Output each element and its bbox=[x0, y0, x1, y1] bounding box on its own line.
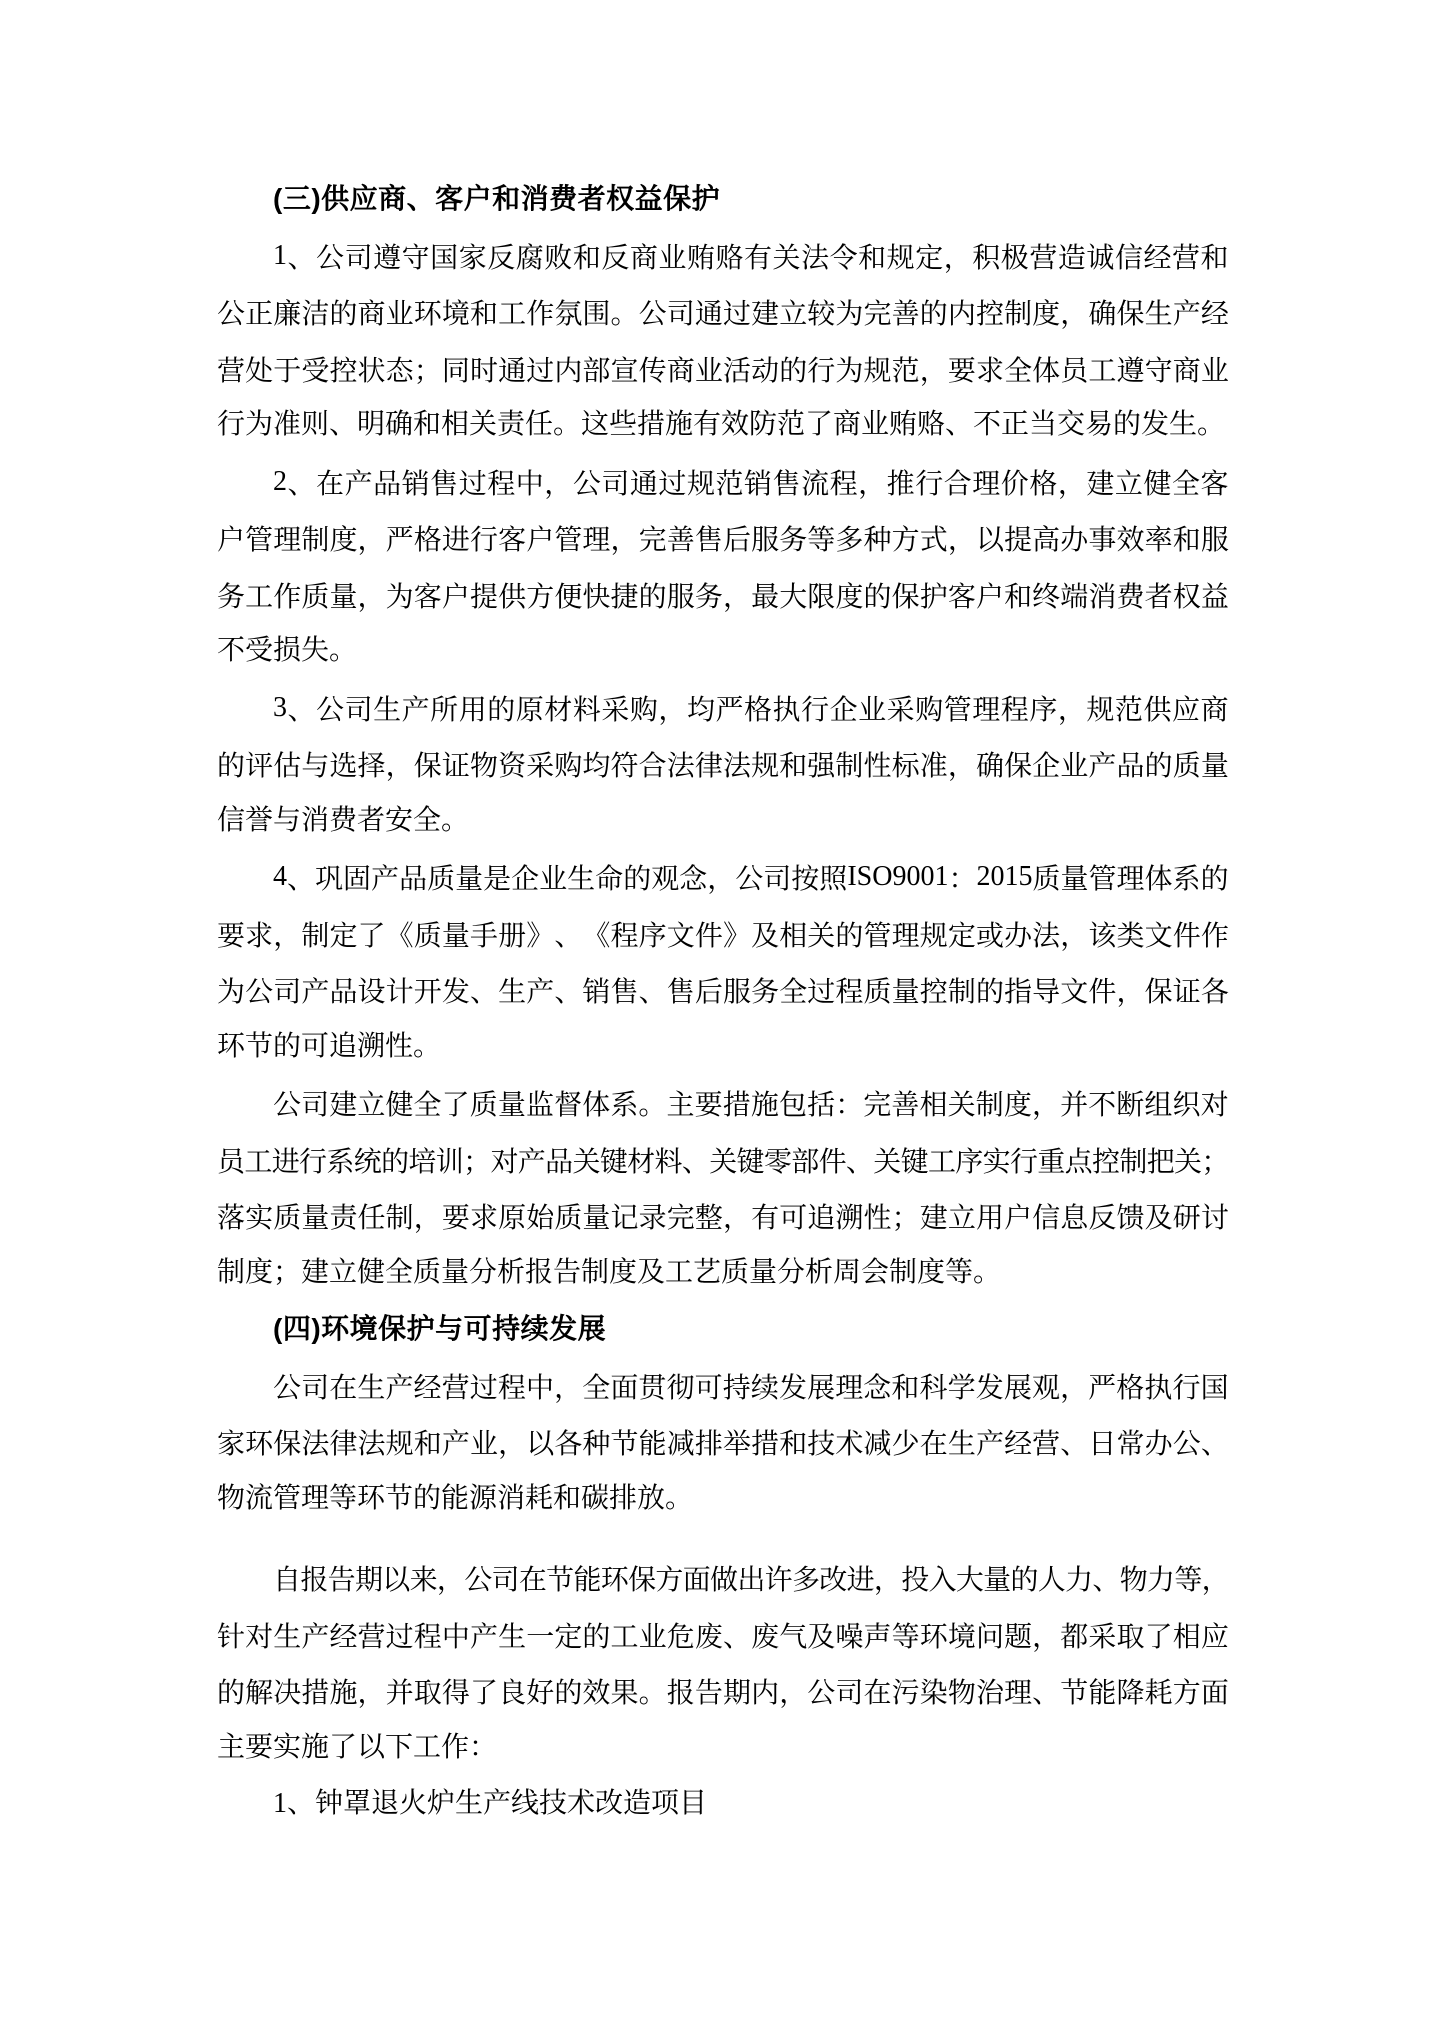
section-heading: (三)供应商、客户和消费者权益保护 bbox=[273, 183, 721, 214]
text-line: 公 司 在 生 产 经 营 过 程 中 ， 全 面 贯 彻 可 持 续 发 展 理 念 和 科 学 发 展 观 ， 严 格 执 行 国 bbox=[273, 1372, 1229, 1404]
heading-section bbox=[217, 1301, 1229, 1358]
paragraph bbox=[217, 849, 1229, 1075]
text-line: 主要实施了以下工作： bbox=[217, 1731, 498, 1763]
paragraph bbox=[217, 680, 1229, 850]
text-line: 自 报 告 期 以 来 ， 公 司 在 节 能 环 保 方 面 做 出 许 多 改 进 ， 投 入 大 量 的 人 力 、 物 力 等 ， bbox=[273, 1565, 1230, 1597]
paragraph bbox=[217, 1358, 1229, 1528]
text-line: 公 正 廉 洁 的 商 业 环 境 和 工 作 氛 围 。 公 司 通 过 建 立 较 为 完 善 的 内 控 制 度 ， 确 保 生 产 经 bbox=[217, 299, 1229, 331]
paragraph bbox=[217, 228, 1229, 454]
text-line: 为 公 司 产 品 设 计 开 发 、 生 产 、 销 售 、 售 后 服 务 全 过 程 质 量 控 制 的 指 导 文 件 ， 保 证 各 bbox=[217, 977, 1229, 1009]
section-heading: (四)环境保护与可持续发展 bbox=[273, 1313, 607, 1344]
heading-section bbox=[217, 171, 1229, 228]
text-line: 要 求 ， 制 定 了 《 质 量 手 册 》 、 《 程 序 文 件 》 及 相 关 的 管 理 规 定 或 办 法 ， 该 类 文 件 作 bbox=[217, 920, 1229, 952]
text-line: 的 评 估 与 选 择 ， 保 证 物 资 采 购 均 符 合 法 律 法 规 和 强 制 性 标 准 ， 确 保 企 业 产 品 的 质 量 bbox=[217, 751, 1229, 783]
paragraph bbox=[217, 1075, 1229, 1301]
text-line: 行为准则、明确和相关责任。这些措施有效防范了商业贿赂、不正当交易的发生。 bbox=[217, 409, 1226, 440]
text-line: 物流管理等环节的能源消耗和碳排放。 bbox=[217, 1482, 694, 1514]
paragraph bbox=[217, 1776, 1229, 1833]
text-line: 4 、 巩 固 产 品 质 量 是 企 业 生 命 的 观 念 ， 公 司 按 照 I S O 9 0 0 1 ： 2 0 1 5 质 量 管 理 体 系 的 bbox=[273, 861, 1229, 896]
text-line: 针 对 生 产 经 营 过 程 中 产 生 一 定 的 工 业 危 废 、 废 气 及 噪 声 等 环 境 问 题 ， 都 采 取 了 相 应 bbox=[217, 1621, 1229, 1653]
text-line: 的 解 决 措 施 ， 并 取 得 了 良 好 的 效 果 。 报 告 期 内 ， 公 司 在 污 染 物 治 理 、 节 能 降 耗 方 面 bbox=[217, 1678, 1229, 1710]
text-line: 2 、 在 产 品 销 售 过 程 中 ， 公 司 通 过 规 范 销 售 流 程 ， 推 行 合 理 价 格 ， 建 立 健 全 客 bbox=[273, 465, 1229, 500]
text-line: 环节的可追溯性。 bbox=[217, 1030, 442, 1062]
text-line: 1、钟罩退火炉生产线技术改造项目 bbox=[273, 1788, 708, 1819]
text-line: 3 、 公 司 生 产 所 用 的 原 材 料 采 购 ， 均 严 格 执 行 企 业 采 购 管 理 程 序 ， 规 范 供 应 商 bbox=[273, 691, 1229, 726]
text-line: 不受损失。 bbox=[217, 635, 358, 666]
text-line: 1 、 公 司 遵 守 国 家 反 腐 败 和 反 商 业 贿 赂 有 关 法 令 和 规 定 ， 积 极 营 造 诚 信 经 营 和 bbox=[273, 239, 1229, 274]
text-line: 制度；建立健全质量分析报告制度及工艺质量分析周会制度等。 bbox=[217, 1256, 1002, 1288]
paragraph bbox=[217, 454, 1229, 680]
paragraph bbox=[217, 1550, 1229, 1776]
text-line: 信誉与消费者安全。 bbox=[217, 804, 470, 836]
text-line: 员 工 进 行 系 统 的 培 训 ； 对 产 品 关 键 材 料 、 关 键 零 部 件 、 关 键 工 序 实 行 重 点 控 制 把 关 ； bbox=[217, 1146, 1230, 1178]
text-line: 务 工 作 质 量 ， 为 客 户 提 供 方 便 快 捷 的 服 务 ， 最 大 限 度 的 保 护 客 户 和 终 端 消 费 者 权 益 bbox=[217, 581, 1229, 613]
document-text-body bbox=[217, 171, 1229, 1833]
text-line: 公 司 建 立 健 全 了 质 量 监 督 体 系 。 主 要 措 施 包 括 ： 完 善 相 关 制 度 ， 并 不 断 组 织 对 bbox=[273, 1090, 1229, 1122]
text-line: 营 处 于 受 控 状 态 ； 同 时 通 过 内 部 宣 传 商 业 活 动 的 行 为 规 范 ， 要 求 全 体 员 工 遵 守 商 业 bbox=[217, 355, 1229, 387]
text-line: 落 实 质 量 责 任 制 ， 要 求 原 始 质 量 记 录 完 整 ， 有 可 追 溯 性 ； 建 立 用 户 信 息 反 馈 及 研 讨 bbox=[217, 1203, 1229, 1235]
text-line: 户 管 理 制 度 ， 严 格 进 行 客 户 管 理 ， 完 善 售 后 服 务 等 多 种 方 式 ， 以 提 高 办 事 效 率 和 服 bbox=[217, 525, 1229, 557]
text-line: 家 环 保 法 律 法 规 和 产 业 ， 以 各 种 节 能 减 排 举 措 和 技 术 减 少 在 生 产 经 营 、 日 常 办 公 、 bbox=[217, 1429, 1229, 1461]
